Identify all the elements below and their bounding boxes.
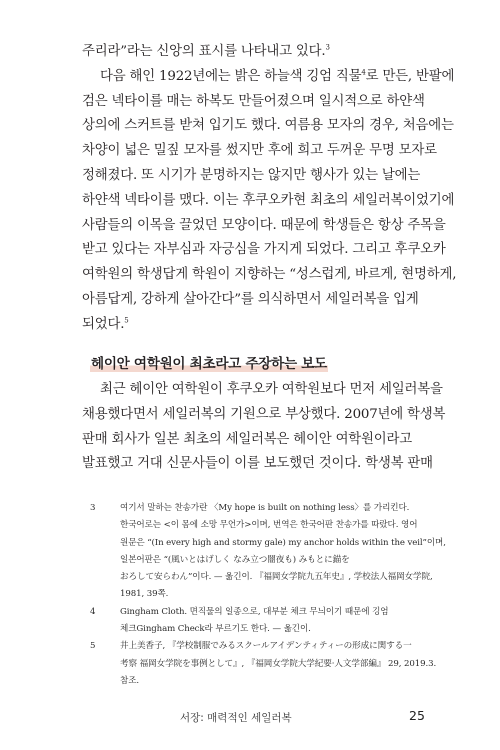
footnote (90, 500, 446, 604)
footnote-ref: 4 (361, 68, 366, 77)
page-number: 25 (409, 708, 425, 723)
body-line-text: 되었다. (82, 316, 125, 332)
section-heading (90, 352, 328, 372)
body-line-text: 주리라”라는 신앙의 표시를 나타내고 있다. (82, 44, 326, 59)
body-line: 하얀색 넥타이를 맸다. 이는 후쿠오카현 최초의 세일러복이었기에 (82, 192, 455, 208)
body-text-upper (82, 40, 457, 338)
footnotes (90, 500, 446, 690)
body-line-text: 다음 해인 1922년에는 밝은 하늘색 깅엄 직물 (100, 68, 362, 84)
footnote-line: 일본어판은 “(風いとはげしく なみ立つ闇夜も) みもとに錨を (120, 554, 350, 565)
body-line: 아름답게, 강하게 살아간다”를 의식하면서 세일러복을 입게 (82, 291, 419, 307)
footnote-line: 한국어로는 <이 몸에 소망 무언가>이며, 번역은 한국어판 찬송가를 따랐다. 영어 (120, 520, 418, 531)
running-footer-title: 서장: 매력적인 세일러복 (180, 712, 292, 724)
footnote-line: 井上美香子, 『学校制服でみるスクールアイデンティティーの形成に関する一 (120, 641, 412, 652)
body-line: 정해졌다. 또 시기가 분명하지는 않지만 행사가 있는 날에는 (82, 167, 421, 183)
body-line: 여학원의 학생답게 학원이 지향하는 “성스럽게, 바르게, 현명하게, (82, 267, 457, 283)
footnote-line: 참조. (120, 675, 140, 686)
footnote-line: 여기서 말하는 찬송가란 〈My hope is built on nothing less〉를 가리킨다. (120, 503, 410, 513)
section-heading-text: 헤이안 여학원이 최초라고 주장하는 보도 (91, 356, 327, 372)
body-line: 판매 회사가 일본 최초의 세일러복은 헤이안 여학원이라고 (82, 431, 412, 447)
footnote (90, 604, 440, 639)
footnote (90, 638, 440, 690)
body-line: 최근 헤이안 여학원이 후쿠오카 여학원보다 먼저 세일러복을 (100, 382, 443, 397)
body-line: 상의에 스커트를 받쳐 입기도 했다. 여름용 모자의 경우, 처음에는 (82, 118, 454, 134)
body-line-text: 로 만든, 반팔에 (365, 68, 455, 84)
footnote-number: 5 (90, 641, 96, 652)
footnote-line: 체크Gingham Check라 부르기도 한다. — 옮긴이. (120, 624, 311, 635)
body-line (82, 313, 442, 338)
body-line (82, 40, 442, 65)
body-line: 사람들의 이목을 끌었던 모양이다. 때문에 학생들은 항상 주목을 (82, 217, 446, 233)
body-line: 받고 있다는 자부심과 자긍심을 가지게 되었다. 그리고 후쿠오카 (82, 242, 446, 258)
body-line: 검은 넥타이를 매는 하복도 만들어졌으며 일시적으로 하얀색 (82, 93, 425, 109)
body-line (82, 65, 455, 90)
body-line: 차양이 넓은 밀짚 모자를 썼지만 후에 희고 두꺼운 무명 모자로 (82, 143, 437, 159)
footnote-ref: 5 (124, 316, 129, 325)
footnote-ref: 3 (325, 43, 330, 52)
footnote-line: 1981, 39쪽. (120, 589, 169, 600)
footnote-line: Gingham Cloth. 면직물의 일종으로, 대부분 체크 무늬이기 때문에 깅엄 (120, 606, 389, 617)
body-line: 채용했다면서 세일러복의 기원으로 부상했다. 2007년에 학생복 (82, 406, 446, 422)
footnote-line: おろして安らわん”이다. — 옮긴이. 『福岡女学院九五年史』, 学校法人福岡女学院, (120, 572, 433, 583)
body-line: 발표했고 거대 신문사들이 이를 보도했던 것이다. 학생복 판매 (82, 456, 433, 472)
footnote-line: 考察 福岡女学院を事例として』, 『福岡女学院大学紀要·人文学部編』 29, 2019.3. (120, 658, 437, 669)
body-text-lower (82, 378, 446, 477)
footnote-number: 4 (90, 606, 96, 617)
footnote-line: 원문은 “(In every high and stormy gale) my anchor holds within the veil”이며, (120, 537, 446, 548)
footnote-number: 3 (90, 503, 96, 513)
